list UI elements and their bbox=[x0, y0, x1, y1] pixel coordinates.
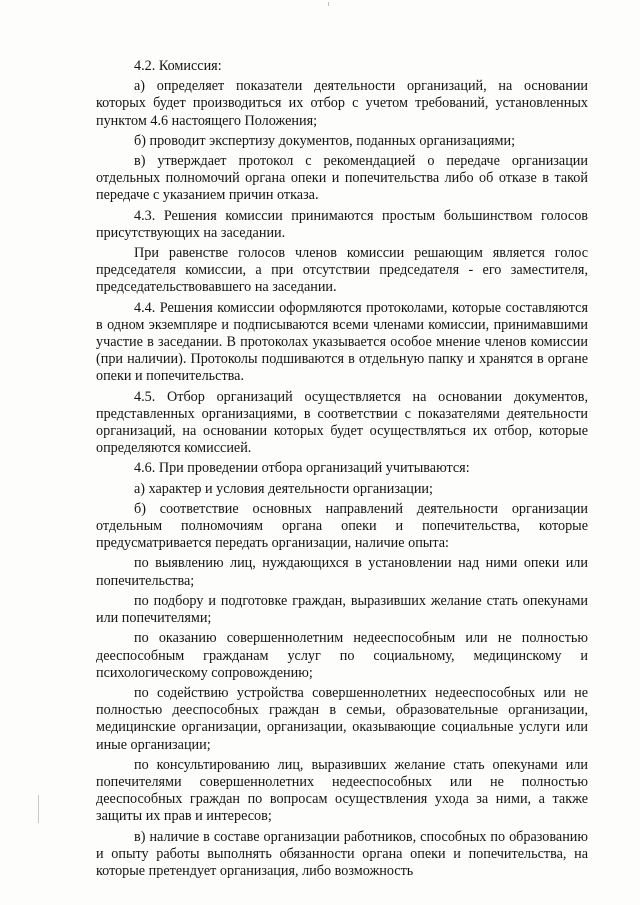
scan-mark bbox=[328, 2, 329, 6]
paragraph-experience-1: по выявлению лиц, нуждающихся в установлении над ними опеки или попечительства; bbox=[96, 555, 588, 589]
paragraph-4-3-tie: При равенстве голосов членов комиссии решающим является голос председателя комиссии, а при отсутствии председателя - его заместителя, председательствовавшего на заседании. bbox=[96, 245, 588, 296]
margin-mark bbox=[38, 795, 39, 823]
paragraph-4-2-heading: 4.2. Комиссия: bbox=[134, 58, 222, 74]
document-body bbox=[96, 58, 588, 883]
paragraph-4-4: 4.4. Решения комиссии оформляются протоколами, которые составляются в одном экземпляре и подписываются всеми членами комиссии, принимавшими участие в заседании. В протоколах указывается особое мнение членов комиссии (при наличии). Протоколы подшиваются в отдельную папку и хранятся в органе опеки и попечительства. bbox=[96, 299, 588, 385]
paragraph-experience-5: по консультированию лиц, выразивших желание стать опекунами или попечителями совершеннолетних недееспособных или не полностью дееспособных граждан по вопросам осуществления ухода за ними, а также защиты их прав и интересов; bbox=[96, 756, 588, 825]
paragraph-4-6-b: б) соответствие основных направлений деятельности организации отдельным полномочиям органа опеки и попечительства, которые предусматривается передать организации, наличие опыта: bbox=[96, 500, 588, 552]
paragraph-4-5: 4.5. Отбор организаций осуществляется на основании документов, представленных организациями, в соответствии с показателями деятельности организаций, на основании которых будет осуществляться их отбор, которые определяются комиссией. bbox=[96, 388, 588, 457]
paragraph-4-6-c: в) наличие в составе организации работников, способных по образованию и опыту работы выполнять обязанности органа опеки и попечительства, на которые претендует организация, либо возможность bbox=[96, 828, 588, 879]
paragraph-4-2-b: б) проводит экспертизу документов, поданных организациями; bbox=[134, 132, 516, 149]
paragraph-4-6-a: а) характер и условия деятельности организации; bbox=[134, 480, 433, 497]
paragraph-4-2-c: в) утверждает протокол с рекомендацией о передаче организации отдельных полномочий органа опеки и попечительства либо об отказе в такой передаче с указанием причин отказа. bbox=[96, 153, 588, 204]
paragraph-experience-4: по содействию устройства совершеннолетних недееспособных или не полностью дееспособных граждан в семьи, образовательные организации, медицинские организации, организации, оказывающие социальные услуги или иные организации; bbox=[96, 684, 588, 753]
paragraph-experience-2: по подбору и подготовке граждан, выразивших желание стать опекунами или попечителями; bbox=[96, 592, 588, 627]
paragraph-experience-3: по оказанию совершеннолетним недееспособным или не полностью дееспособным гражданам услуг по социальному, медицинскому и психологическому сопровождению; bbox=[96, 630, 588, 681]
paragraph-4-6-heading: 4.6. При проведении отбора организаций учитываются: bbox=[134, 460, 470, 477]
paragraph-4-3: 4.3. Решения комиссии принимаются простым большинством голосов присутствующих на заседании. bbox=[96, 207, 588, 241]
paragraph-4-2-a: а) определяет показатели деятельности организаций, на основании которых будет производиться их отбор с учетом требований, установленных пунктом 4.6 настоящего Положения; bbox=[96, 78, 588, 129]
